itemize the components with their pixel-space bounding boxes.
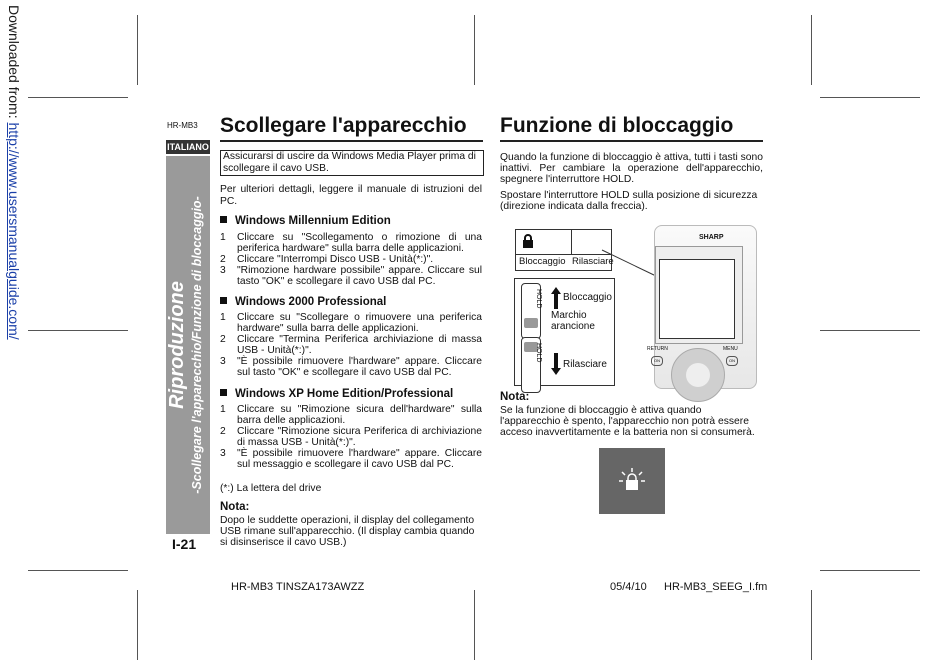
intro-text: Per ulteriori dettagli, leggere il manuale di istruzioni del PC. — [220, 184, 482, 207]
watermark-prefix: Downloaded from: — [6, 5, 22, 123]
player-device — [647, 225, 757, 389]
title-rule — [220, 140, 483, 142]
step: 1 Cliccare su "Rimozione sicura dell'hardware" sulla barra delle applicazioni. — [220, 404, 482, 426]
sidebar-band — [166, 156, 210, 534]
menu-button[interactable]: ON — [726, 356, 738, 366]
step: 1 Cliccare su "Scollegare o rimuovere una periferica hardware" sulla barra delle applicazioni. — [220, 312, 482, 334]
section-heading: Windows 2000 Professional — [220, 296, 386, 308]
step: 3 "È possibile rimuovere l'hardware" appare. Cliccare sul tasto "OK" e scollegare il cavo USB dal PC. — [220, 356, 482, 378]
crop-mark — [820, 570, 920, 571]
right-para-2: Spostare l'interruttore HOLD sulla posizione di sicurezza (direzione indicata dalla freccia). — [500, 190, 758, 212]
nota-label: Nota: — [220, 501, 250, 513]
orange-mark-label: Marchio arancione — [551, 310, 595, 332]
click-wheel[interactable] — [671, 348, 725, 402]
sidebar-title: Riproduzione — [166, 281, 188, 409]
model-code: HR-MB3 — [167, 121, 198, 130]
page-number: I-21 — [172, 536, 197, 552]
lock-label: Bloccaggio — [519, 256, 566, 267]
screen — [659, 259, 735, 339]
footer-code: HR-MB3 TINSZA173AWZZ — [231, 581, 365, 593]
nota-text: Dopo le suddette operazioni, il display del collegamento USB rimane sull'apparecchio. (Il display cambia quando si disinserisce il cavo USB.) — [220, 515, 475, 548]
crop-mark — [474, 590, 475, 660]
section-heading: Windows Millennium Edition — [220, 215, 391, 227]
step: 3 "Rimozione hardware possibile" appare. Cliccare sul tasto "OK" e scollegare il cavo USB dal PC. — [220, 265, 482, 287]
crop-mark — [811, 15, 812, 85]
return-button[interactable]: ON — [651, 356, 663, 366]
step: 2 Cliccare "Rimozione sicura Periferica di archiviazione di massa USB - Unità(*:)". — [220, 426, 482, 448]
return-label: RETURN — [647, 346, 668, 352]
crop-mark — [474, 15, 475, 85]
lock-light-icon — [617, 466, 647, 496]
step: 1 Cliccare su "Scollegamento o rimozione di una periferica hardware" sulla barra delle applicazioni. — [220, 232, 482, 254]
hold-switch-diagram — [514, 278, 615, 386]
leader-line — [600, 248, 660, 278]
crop-mark — [820, 97, 920, 98]
arrow-down-icon — [551, 353, 561, 375]
title-rule — [500, 140, 763, 142]
crop-mark — [137, 590, 138, 660]
hold-label: HOLD — [535, 289, 542, 309]
arrow-up-icon — [551, 287, 561, 309]
crop-mark — [28, 570, 128, 571]
release-label: Rilasciare — [572, 256, 614, 267]
menu-label: MENU — [723, 346, 738, 352]
boxed-note: Assicurarsi di uscire da Windows Media Player prima di scollegare il cavo USB. — [220, 150, 484, 176]
left-title: Scollegare l'apparecchio — [220, 114, 467, 137]
footer-date: 05/4/10 — [610, 581, 647, 593]
right-title: Funzione di bloccaggio — [500, 114, 734, 137]
section-heading: Windows XP Home Edition/Professional — [220, 388, 453, 400]
watermark-link[interactable]: http://www.usersmanualguide.com/ — [6, 122, 22, 340]
nota-label: Nota: — [500, 391, 530, 403]
crop-mark — [28, 330, 128, 331]
lock-icon — [522, 234, 534, 249]
footnote: (*:) La lettera del drive — [220, 483, 322, 494]
step: 3 "È possibile rimuovere l'hardware" appare. Cliccare sul messaggio e scollegare il cavo USB dal PC. — [220, 448, 482, 470]
language-tab: ITALIANO — [167, 142, 209, 152]
watermark — [2, 5, 22, 340]
brand-logo: SHARP — [699, 234, 724, 241]
step: 2 Cliccare "Interrompi Disco USB - Unità(*:)". — [220, 254, 434, 265]
right-nota-text: Se la funzione di bloccaggio è attiva quando l'apparecchio è spento, l'apparecchio non potrà essere acceso inavvertitamente e la batteria non si consumerà. — [500, 405, 755, 438]
crop-mark — [820, 330, 920, 331]
crop-mark — [811, 590, 812, 660]
right-para-1: Quando la funzione di bloccaggio è attiva, tutti i tasti sono inattivi. Per cambiare la operazione dell'apparecchio, spegnere l'interruttore HOLD. — [500, 152, 763, 185]
hold-label: HOLD — [535, 343, 542, 363]
sidebar-subtitle: -Scollegare l'apparecchio/Funzione di bloccaggio- — [190, 196, 204, 494]
step: 2 Cliccare "Termina Periferica archiviazione di massa USB - Unità(*:)". — [220, 334, 482, 356]
arrow-lock-label: Bloccaggio — [563, 292, 612, 303]
led-panel — [599, 448, 665, 514]
footer-file: HR-MB3_SEEG_I.fm — [664, 581, 768, 593]
crop-mark — [137, 15, 138, 85]
crop-mark — [28, 97, 128, 98]
arrow-release-label: Rilasciare — [563, 359, 607, 370]
